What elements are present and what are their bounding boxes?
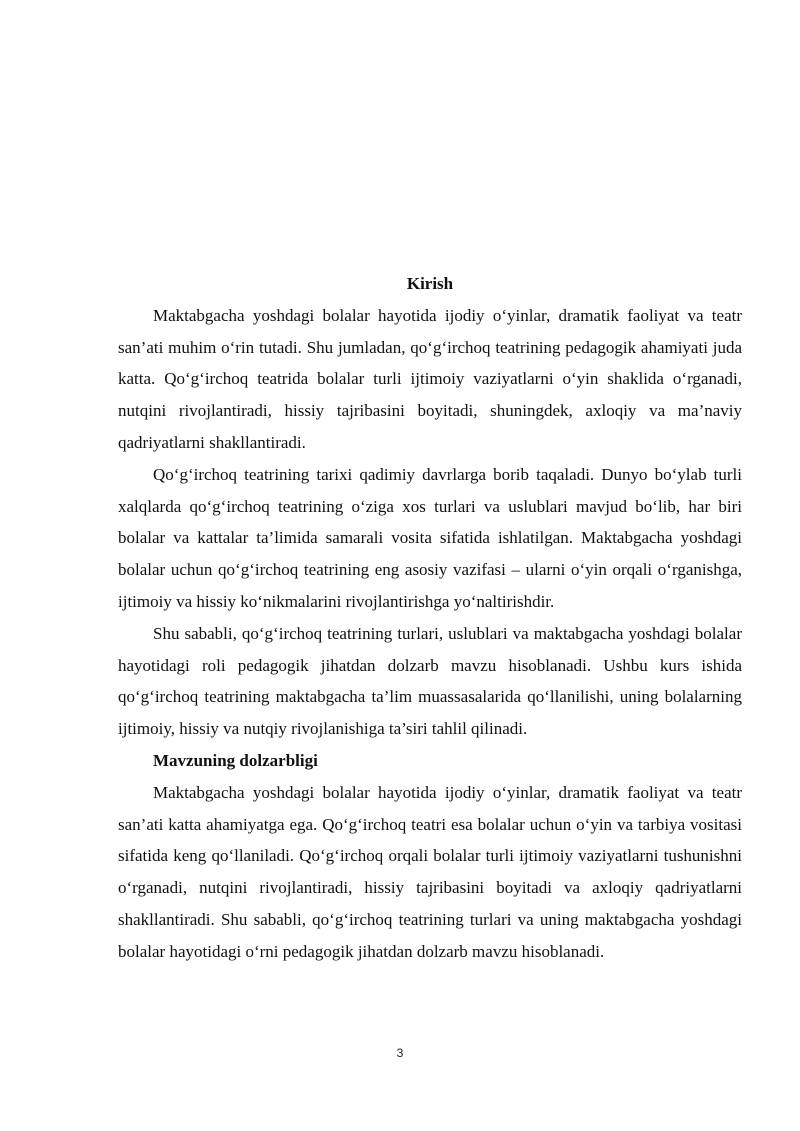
intro-paragraph-3: Shu sababli, qo‘g‘irchoq teatrining turlari, uslublari va maktabgacha yoshdagi bolalar hayotidagi roli pedagogik jihatdan dolzarb mavzu hisoblanadi. Ushbu kurs ishida qo‘g‘irchoq teatrining maktabgacha ta’lim muassasalarida qo‘llanilishi, uning bolalarning ijtimoiy, hissiy va nutqiy rivojlanishiga ta’siri tahlil qilinadi.: [118, 623, 742, 739]
subsection-heading: Mavzuning dolzarbligi: [153, 750, 318, 770]
intro-paragraph-2: Qo‘g‘irchoq teatrining tarixi qadimiy davrlarga borib taqaladi. Dunyo bo‘ylab turli xalqlarda qo‘g‘irchoq teatrining o‘ziga xos turlari va uslublari mavjud bo‘lib, har biri bolalar va kattalar ta’limida samarali vosita sifatida ishlatilgan. Maktabgacha yoshdagi bolalar uchun qo‘g‘irchoq teatrining eng asosiy vazifasi – ularni o‘yin orqali o‘rganishga, ijtimoiy va hissiy ko‘nikmalarini rivojlantirishga yo‘naltirishdir.: [118, 464, 742, 611]
intro-paragraph-1: Maktabgacha yoshdagi bolalar hayotida ijodiy o‘yinlar, dramatik faoliyat va teatr san’ati muhim o‘rin tutadi. Shu jumladan, qo‘g‘irchoq teatrining pedagogik ahamiyati juda katta. Qo‘g‘irchoq teatrida bolalar turli ijtimoiy vaziyatlarni o‘yin shaklida o‘rganadi, nutqini rivojlantiradi, hissiy tajribasini boyitadi, shuningdek, axloqiy va ma’naviy qadriyatlarni shakllantiradi.: [118, 305, 742, 452]
page-number: 3: [396, 1046, 404, 1060]
relevance-paragraph: Maktabgacha yoshdagi bolalar hayotida ijodiy o‘yinlar, dramatik faoliyat va teatr san’ati katta ahamiyatga ega. Qo‘g‘irchoq teatri esa bolalar uchun o‘yin va tarbiya vositasi sifatida keng qo‘llaniladi. Qo‘g‘irchoq orqali bolalar turli ijtimoiy vaziyatlarni tushunishni o‘rganadi, nutqini rivojlantiradi, hissiy tajribasini boyitadi va axloqiy qadriyatlarni shakllantiradi. Shu sababli, qo‘g‘irchoq teatrining turlari va uning maktabgacha yoshdagi bolalar hayotidagi o‘rni pedagogik jihatdan dolzarb mavzu hisoblanadi.: [118, 782, 742, 961]
document-body: [118, 268, 742, 968]
section-title: Kirish: [406, 274, 454, 293]
